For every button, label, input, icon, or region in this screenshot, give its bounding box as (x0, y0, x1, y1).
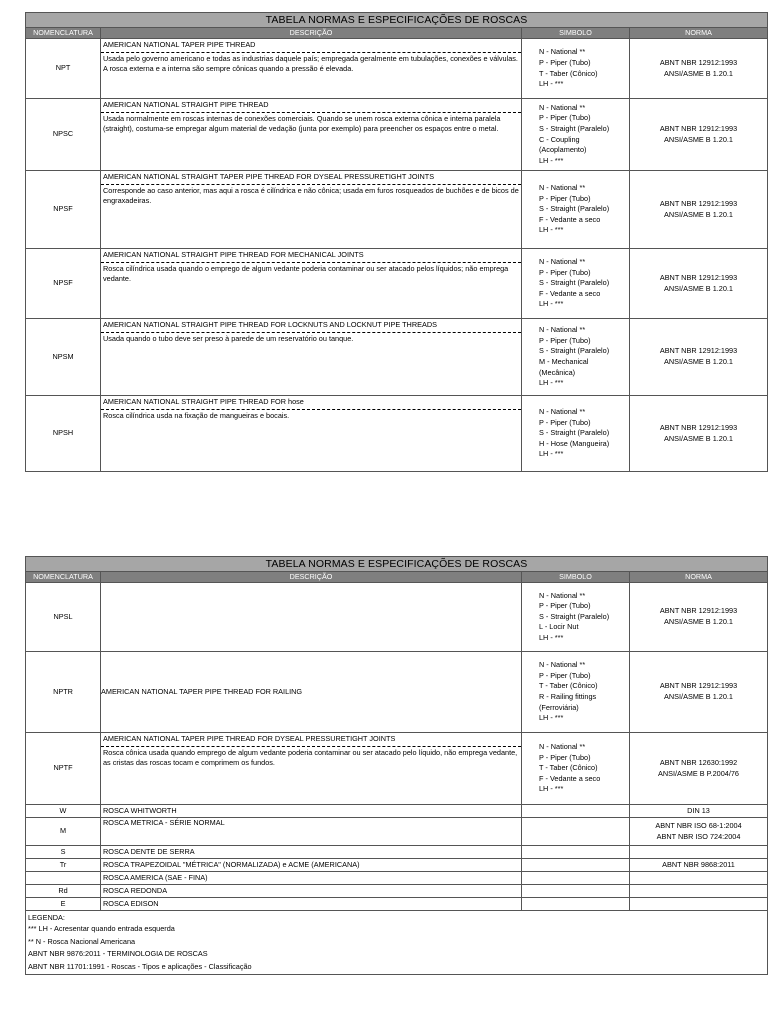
symbol-line: LH - *** (539, 632, 564, 642)
description-cell (101, 99, 522, 171)
table-row (26, 249, 768, 319)
norma-line: ABNT NBR ISO 68-1:2004 (655, 820, 742, 830)
legend-row (26, 911, 768, 975)
nomenclature-cell: NPTR (26, 652, 101, 733)
thread-table-1 (25, 12, 767, 472)
symbol-cell (522, 319, 630, 396)
nomenclature-cell: E (26, 898, 101, 911)
norma-cell (630, 846, 768, 859)
symbol-line: S - Straight (Paralelo) (539, 123, 610, 133)
description-cell (101, 319, 522, 396)
legend-line: ABNT NBR 9876:2011 - TERMINOLOGIA DE ROSCAS (28, 949, 208, 959)
norma-cell (630, 319, 768, 396)
description-cell: ROSCA WHITWORTH (101, 805, 522, 818)
description-text: Rosca cônica usada quando emprego de algum vedante poderia contaminar ou ser atacado pelo líquido, não emprega vedante, as cristas das roscas tocam e comprimem os fundos. (103, 747, 518, 768)
nomenclature-cell: S (26, 846, 101, 859)
norma-cell (630, 396, 768, 472)
norma-cell (630, 583, 768, 652)
table-row (26, 39, 768, 99)
nomenclature-cell: W (26, 805, 101, 818)
symbol-line: H - Hose (Mangueira) (539, 438, 610, 448)
column-header-descricao: DESCRIÇÃO (101, 28, 522, 39)
description-title: AMERICAN NATIONAL STRAIGHT TAPER PIPE THREAD FOR DYSEAL PRESSURETIGHT JOINTS (101, 171, 521, 185)
column-header-simbolo: SIMBOLO (522, 572, 630, 583)
symbol-line: C - Coupling (539, 134, 580, 144)
symbol-cell (522, 805, 630, 818)
symbol-cell (522, 733, 630, 805)
norma-cell (630, 872, 768, 885)
symbol-line: N - National ** (539, 325, 586, 335)
norma-line: ANSI/ASME B P.2004/76 (658, 768, 739, 778)
symbol-line: R - Railing fittings (539, 692, 597, 701)
symbol-cell (522, 99, 630, 171)
description-text: Usada normalmente em roscas internas de conexões comerciais. Quando se unem rosca externa cônica e interna paralela (straight), costuma-se empregar algum material de vedação (junta por exemplo) para preencher os espaços entre o metal. (103, 113, 501, 134)
description-cell: ROSCA AMERICA (SAE - FINA) (101, 872, 522, 885)
norma-line: ABNT NBR 12912:1993 (659, 198, 738, 208)
nomenclature-cell: NPSF (26, 171, 101, 249)
table-row (26, 885, 768, 898)
table-row (26, 652, 768, 733)
symbol-line: F - Vedante a seco (539, 288, 601, 298)
nomenclature-cell: NPSM (26, 319, 101, 396)
symbol-cell (522, 818, 630, 846)
description-text: Rosca cilíndrica usda na fixação de mangueiras e bocais. (103, 410, 290, 420)
symbol-line: S - Straight (Paralelo) (539, 346, 610, 356)
table-row (26, 319, 768, 396)
column-header-norma: NORMA (630, 28, 768, 39)
norma-line: ABNT NBR 12912:1993 (659, 57, 738, 67)
symbol-line: P - Piper (Tubo) (539, 335, 591, 345)
norma-line: ABNT NBR 12912:1993 (659, 272, 738, 282)
description-cell (101, 39, 522, 99)
description-cell (101, 396, 522, 472)
symbol-line: P - Piper (Tubo) (539, 417, 591, 427)
symbol-line: LH - *** (539, 378, 564, 388)
legend-title: LEGENDA: (28, 913, 65, 922)
column-header-norma: NORMA (630, 572, 768, 583)
norma-line: ANSI/ASME B 1.20.1 (664, 134, 733, 144)
table-title: TABELA NORMAS E ESPECIFICAÇÕES DE ROSCAS (26, 13, 768, 28)
symbol-line: N - National ** (539, 102, 586, 112)
description-title: AMERICAN NATIONAL STRAIGHT PIPE THREAD FOR LOCKNUTS AND LOCKNUT PIPE THREADS (101, 319, 521, 333)
norma-line: ABNT NBR 12912:1993 (659, 422, 738, 432)
symbol-line: P - Piper (Tubo) (539, 57, 591, 67)
description-cell: ROSCA METRICA - SÉRIE NORMAL (101, 818, 522, 846)
symbol-line: N - National ** (539, 742, 586, 752)
legend-line: *** LH - Acresentar quando entrada esquerda (28, 924, 175, 933)
symbol-cell (522, 846, 630, 859)
symbol-line: P - Piper (Tubo) (539, 113, 591, 123)
table-row (26, 99, 768, 171)
nomenclature-cell (26, 872, 101, 885)
table-row (26, 859, 768, 872)
symbol-line: T - Taber (Cônico) (539, 68, 598, 78)
norma-line: ABNT NBR 12912:1993 (659, 606, 738, 616)
symbol-cell (522, 583, 630, 652)
symbol-cell (522, 39, 630, 99)
table-row (26, 171, 768, 249)
symbol-cell (522, 872, 630, 885)
description-cell (101, 652, 522, 733)
norma-cell (630, 805, 768, 818)
table-row (26, 583, 768, 652)
symbol-line: N - National ** (539, 47, 586, 57)
norma-cell (630, 885, 768, 898)
symbol-line: M - Mechanical (539, 357, 589, 366)
norma-line: ANSI/ASME B 1.20.1 (664, 617, 733, 626)
symbol-line: (Mecânica) (539, 367, 576, 377)
table-row (26, 396, 768, 472)
nomenclature-cell: M (26, 818, 101, 846)
norma-cell (630, 818, 768, 846)
symbol-line: (Acoplamento) (539, 145, 587, 155)
description-text: Corresponde ao caso anterior, mas aqui a rosca é cilíndrica e não cônica; usada em furos rosqueados de buchões e de bicos de engraxadeiras. (103, 185, 519, 206)
norma-cell (630, 733, 768, 805)
norma-line: ABNT NBR 12912:1993 (659, 346, 738, 356)
description-cell: ROSCA EDISON (101, 898, 522, 911)
table-row (26, 733, 768, 805)
norma-line: ANSI/ASME B 1.20.1 (664, 692, 733, 701)
norma-cell (630, 898, 768, 911)
symbol-cell (522, 652, 630, 733)
description-cell (101, 583, 522, 652)
nomenclature-cell: NPSC (26, 99, 101, 171)
symbol-line: F - Vedante a seco (539, 773, 601, 783)
symbol-line: N - National ** (539, 590, 586, 600)
norma-line: ANSI/ASME B 1.20.1 (664, 209, 733, 219)
symbol-line: N - National ** (539, 660, 586, 670)
norma-cell (630, 171, 768, 249)
symbol-line: N - National ** (539, 183, 586, 193)
norma-line: ANSI/ASME B 1.20.1 (664, 433, 733, 443)
norma-line: ANSI/ASME B 1.20.1 (664, 68, 733, 78)
description-cell (101, 733, 522, 805)
norma-cell (630, 99, 768, 171)
symbol-line: LH - *** (539, 784, 564, 794)
norma-cell (630, 859, 768, 872)
symbol-line: P - Piper (Tubo) (539, 193, 591, 203)
symbol-line: P - Piper (Tubo) (539, 670, 591, 680)
symbol-cell (522, 396, 630, 472)
nomenclature-cell: NPSH (26, 396, 101, 472)
description-title: AMERICAN NATIONAL STRAIGHT PIPE THREAD (101, 99, 521, 113)
norma-cell (630, 652, 768, 733)
norma-line: ABNT NBR 12912:1993 (659, 681, 738, 691)
symbol-line: LH - *** (539, 449, 564, 459)
description-cell: ROSCA TRAPEZOIDAL "MÉTRICA" (NORMALIZADA) e ACME (AMERICANA) (101, 859, 522, 872)
norma-line: ABNT NBR ISO 724:2004 (656, 831, 741, 841)
description-cell (101, 249, 522, 319)
symbol-cell (522, 171, 630, 249)
symbol-cell (522, 249, 630, 319)
description-text: Rosca cilíndrica usada quando o emprego de algum vedante poderia contaminar ou ser atacado pelos líquidos; não emprega vedante. (103, 263, 509, 284)
nomenclature-cell: NPSL (26, 583, 101, 652)
table-row (26, 805, 768, 818)
symbol-line: F - Vedante a seco (539, 214, 601, 224)
legend-line: ABNT NBR 11701:1991 - Roscas - Tipos e aplicações - Classificação (28, 961, 252, 971)
description-title: AMERICAN NATIONAL TAPER PIPE THREAD FOR RAILING (101, 686, 303, 696)
symbol-line: T - Taber (Cônico) (539, 763, 598, 773)
symbol-line: LH - *** (539, 299, 564, 309)
description-title: AMERICAN NATIONAL STRAIGHT PIPE THREAD FOR MECHANICAL JOINTS (101, 249, 521, 263)
norma-cell (630, 249, 768, 319)
symbol-line: S - Straight (Paralelo) (539, 611, 610, 621)
column-header-descricao: DESCRIÇÃO (101, 572, 522, 583)
thread-table-2 (25, 556, 767, 975)
description-title: AMERICAN NATIONAL TAPER PIPE THREAD (101, 39, 521, 53)
symbol-line: S - Straight (Paralelo) (539, 428, 610, 438)
norma-cell (630, 39, 768, 99)
nomenclature-cell: Rd (26, 885, 101, 898)
description-text: Usada quando o tubo deve ser preso à parede de um reservatório ou tanque. (103, 333, 354, 343)
nomenclature-cell: NPTF (26, 733, 101, 805)
column-header-nomenclatura: NOMENCLATURA (26, 28, 101, 39)
symbol-cell (522, 885, 630, 898)
table-row (26, 818, 768, 846)
column-header-nomenclatura: NOMENCLATURA (26, 572, 101, 583)
symbol-line: N - National ** (539, 257, 586, 267)
table-title: TABELA NORMAS E ESPECIFICAÇÕES DE ROSCAS (26, 557, 768, 572)
nomenclature-cell: Tr (26, 859, 101, 872)
symbol-line: S - Straight (Paralelo) (539, 204, 610, 214)
thread-table-2-grid (25, 556, 768, 975)
symbol-line: LH - *** (539, 155, 564, 165)
symbol-line: LH - *** (539, 225, 564, 235)
symbol-line: LH - *** (539, 79, 564, 89)
table-row (26, 898, 768, 911)
thread-table-1-grid (25, 12, 768, 472)
norma-line: DIN 13 (687, 805, 710, 815)
symbol-line: P - Piper (Tubo) (539, 267, 591, 277)
table-row (26, 846, 768, 859)
norma-line: ANSI/ASME B 1.20.1 (664, 283, 733, 293)
description-text: Usada pelo governo americano e todas as industrias daquele país; empregada geralmente em tubulações, conexões e válvulas. A rosca externa e a interna são sempre cônicas quando a pressão é elevada. (103, 53, 518, 74)
symbol-line: L - Locir Nut (539, 622, 579, 632)
symbol-line: P - Piper (Tubo) (539, 752, 591, 762)
symbol-line: LH - *** (539, 713, 564, 723)
description-cell: ROSCA DENTE DE SERRA (101, 846, 522, 859)
symbol-cell (522, 898, 630, 911)
symbol-line: T - Taber (Cônico) (539, 681, 598, 691)
symbol-cell (522, 859, 630, 872)
norma-line: ABNT NBR 9868:2011 (662, 859, 735, 869)
norma-line: ABNT NBR 12912:1993 (659, 123, 738, 133)
description-cell (101, 171, 522, 249)
description-title: AMERICAN NATIONAL STRAIGHT PIPE THREAD FOR hose (101, 396, 521, 410)
table-row (26, 872, 768, 885)
description-cell: ROSCA REDONDA (101, 885, 522, 898)
symbol-line: (Ferroviária) (539, 702, 579, 712)
norma-line: ABNT NBR 12630:1992 (659, 757, 738, 767)
norma-line: ANSI/ASME B 1.20.1 (664, 357, 733, 366)
symbol-line: P - Piper (Tubo) (539, 601, 591, 611)
symbol-line: N - National ** (539, 407, 586, 417)
nomenclature-cell: NPSF (26, 249, 101, 319)
column-header-simbolo: SIMBOLO (522, 28, 630, 39)
legend (26, 911, 768, 975)
nomenclature-cell: NPT (26, 39, 101, 99)
symbol-line: S - Straight (Paralelo) (539, 278, 610, 288)
description-title: AMERICAN NATIONAL TAPER PIPE THREAD FOR DYSEAL PRESSURETIGHT JOINTS (101, 733, 521, 747)
legend-line: ** N - Rosca Nacional Americana (28, 936, 136, 946)
